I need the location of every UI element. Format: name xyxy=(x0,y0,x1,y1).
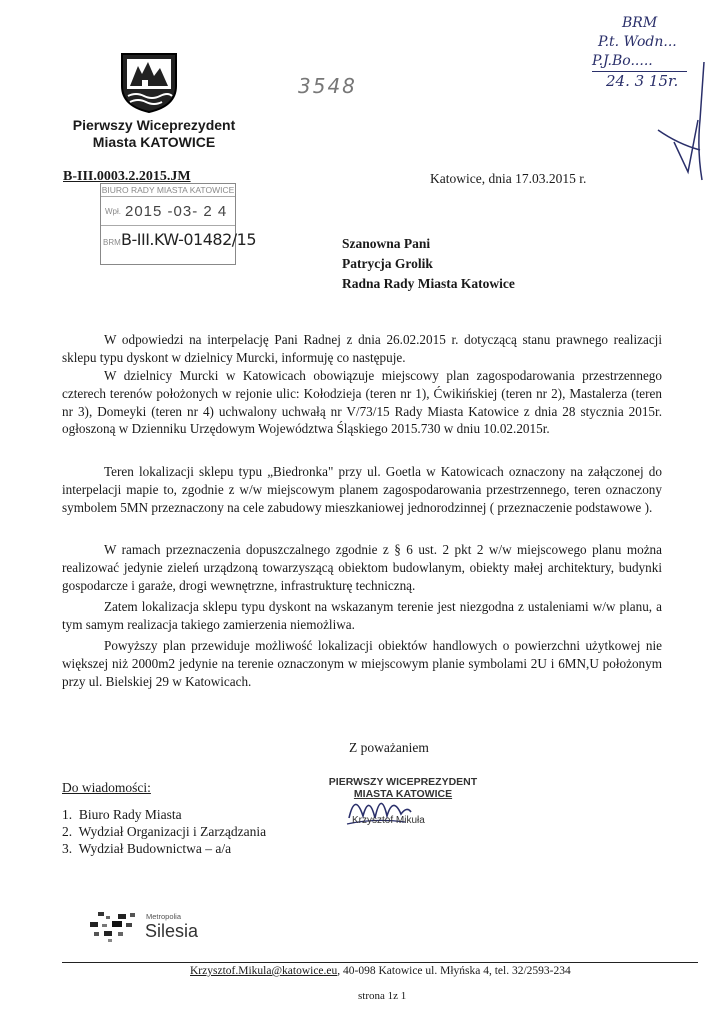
page-number: strona 1z 1 xyxy=(358,990,407,1002)
signature-name: Krzysztof Mikuła xyxy=(352,815,425,826)
stamp-received-date: 2015 -03- 2 4 xyxy=(125,203,228,220)
pencil-number: 3548 xyxy=(298,74,357,98)
cc-list xyxy=(62,806,266,857)
katowice-crest-icon xyxy=(120,52,178,114)
closing: Z poważaniem xyxy=(349,740,429,755)
registration-stamp xyxy=(100,183,257,265)
handwritten-note-line2: P.t. Wodn... xyxy=(598,34,677,50)
stamp-office: BIURO RADY MIASTA KATOWICE xyxy=(101,185,235,195)
addressee-name: Patrycja Grolik xyxy=(342,256,433,271)
signature-stamp-city: MIASTA KATOWICE xyxy=(353,788,453,800)
cc-list-item: 2. Wydział Organizacji i Zarządzania xyxy=(62,824,267,839)
date-line: Katowice, dnia 17.03.2015 r. xyxy=(430,171,587,186)
addressee-salutation: Szanowna Pani xyxy=(342,236,431,251)
handwritten-note-date: 24. 3 15r. xyxy=(606,72,679,90)
body-paragraph: W dzielnicy Murcki w Katowicach obowiązuje miejscowy plan zagospodarowania przestrzennego czterech terenów położonych w rejonie ulic: Kołodzieja (teren nr 1), Ćwikińskiej (teren nr 2), Mastalerza (teren nr 3), Domeyki (teren nr 4) uchwalony uchwałą nr V/73/15 Rady Miasta Katowice z dnia 28 stycznia 2015r. ogłoszoną w Dzienniku Urzędowym Województwa Śląskiego 2015.730 w dniu 10.02.2015r. xyxy=(62,368,662,437)
footer-address: , 40-098 Katowice ul. Młyńska 4, tel. 32/2593-234 xyxy=(337,965,571,977)
metropolia-silesia-logo-icon xyxy=(88,910,142,946)
footer-email-link[interactable]: Krzysztof.Mikula@katowice.eu xyxy=(190,965,338,977)
office-title xyxy=(64,117,244,151)
office-title-line2: Miasta KATOWICE xyxy=(92,134,216,150)
reference-number: B-III.0003.2.2015.JM xyxy=(63,169,191,184)
body-paragraph: Powyższy plan przewiduje możliwość lokalizacji obiektów handlowych o powierzchni użytkowej nie większej niż 2000m2 jedynie na terenie oznaczonym w miejscowym planie symbolami 2U i 6MN,U położonym przy ul. Bielskiej 29 w Katowicach. xyxy=(62,638,662,689)
footer-contact xyxy=(190,965,571,977)
addressee xyxy=(342,234,515,294)
handwritten-mark-icon xyxy=(652,60,712,185)
addressee-position: Radna Rady Miasta Katowice xyxy=(342,276,515,291)
body-paragraph: W ramach przeznaczenia dopuszczalnego zgodnie z § 6 ust. 2 pkt 2 w/w miejscowego planu można realizować jedynie zieleń urządzoną towarzyszącą obiektom budowlanym, obiekty małej architektury, budynki gospodarcze i garaże, drogi wewnętrzne, infrastrukturę techniczną. xyxy=(62,542,662,593)
stamp-prefix: BRM xyxy=(103,238,121,247)
office-title-line1: Pierwszy Wiceprezydent xyxy=(72,117,236,133)
stamp-number-row xyxy=(101,225,257,256)
cc-heading: Do wiadomości: xyxy=(62,780,151,795)
logo-small-text: Metropolia xyxy=(146,912,182,921)
body-paragraph: Zatem lokalizacja sklepu typu dyskont na wskazanym terenie jest niezgodna z ustaleniami w/w planu, a tym samym realizacja takiego zamierzenia niemożliwa. xyxy=(62,599,662,632)
body-paragraph: Teren lokalizacji sklepu typu „Biedronka" przy ul. Goetla w Katowicach oznaczony na załączonej do interpelacji mapie to, zgodnie z w/w miejscowym planem zagospodarowania przestrzennego, teren oznaczony symbolem 5MN przeznaczony na cele zabudowy mieszkaniowej jednorodzinnej ( przeznaczenie podstawowe ). xyxy=(62,464,662,515)
coat-of-arms xyxy=(120,52,178,114)
body-paragraph: W odpowiedzi na interpelację Pani Radnej z dnia 26.02.2015 r. dotyczącą stanu prawnego realizacji sklepu typu dyskont w dzielnicy Murcki, informuję co następuje. xyxy=(62,332,662,365)
logo-big-text: Silesia xyxy=(145,921,199,941)
handwritten-note-line3: P.J.Bo..... xyxy=(592,52,687,72)
cc-list-item: 3. Wydział Budownictwa – a/a xyxy=(62,841,232,856)
stamp-number: B-III.KW-01482/15 xyxy=(121,230,257,249)
handwritten-note-line1: BRM xyxy=(622,15,658,31)
cc-list-item: 1. Biuro Rady Miasta xyxy=(62,807,182,822)
footer-rule xyxy=(62,962,698,963)
stamp-received-label: Wpł. xyxy=(105,207,121,216)
signature-stamp-title: PIERWSZY WICEPREZYDENT xyxy=(328,776,478,788)
stamp-date-row xyxy=(101,197,235,225)
